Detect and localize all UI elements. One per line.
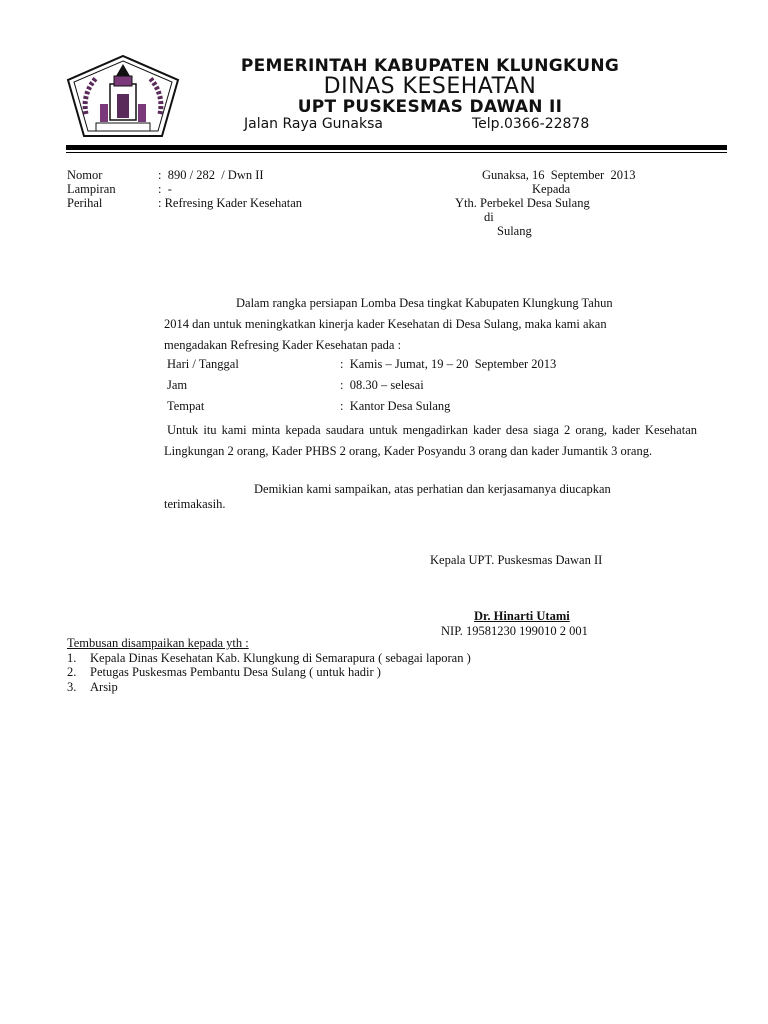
letterhead-rule-thick — [66, 145, 727, 150]
detail-time-label: Jam — [167, 378, 188, 392]
cc-heading: Tembusan disampaikan kepada yth : — [67, 636, 249, 650]
office-phone: Telp.0366-22878 — [472, 116, 590, 132]
paragraph-3-line-1: Demikian kami sampaikan, atas perhatian dan kerjasamanya diucapkan — [254, 482, 611, 496]
cc-item-2-number: 2. — [67, 665, 77, 679]
agency-title: DINAS KESEHATAN — [323, 74, 537, 99]
government-title: PEMERINTAH KABUPATEN KLUNGKUNG — [240, 56, 620, 76]
lampiran-label: Lampiran — [67, 182, 116, 196]
kepada-label: Kepada — [532, 182, 571, 196]
detail-place-value: : Kantor Desa Sulang — [340, 399, 451, 413]
cc-item-3: Arsip — [90, 680, 118, 694]
unit-title: UPT PUSKESMAS DAWAN II — [297, 97, 563, 117]
recipient-di: di — [484, 210, 494, 224]
office-address: Jalan Raya Gunaksa — [244, 116, 383, 132]
detail-date-label: Hari / Tanggal — [167, 357, 239, 371]
perihal-value: : Refresing Kader Kesehatan — [158, 196, 303, 210]
paragraph-1-line-1: Dalam rangka persiapan Lomba Desa tingkat Kabupaten Klungkung Tahun — [236, 296, 613, 310]
cc-item-1: Kepala Dinas Kesehatan Kab. Klungkung di Semarapura ( sebagai laporan ) — [90, 651, 471, 665]
nomor-value: : 890 / 282 / Dwn II — [158, 168, 264, 182]
recipient: Yth. Perbekel Desa Sulang — [455, 196, 590, 210]
cc-item-1-number: 1. — [67, 651, 77, 665]
perihal-label: Perihal — [67, 196, 103, 210]
cc-item-3-number: 3. — [67, 680, 77, 694]
paragraph-1-line-3: mengadakan Refresing Kader Kesehatan pada : — [164, 338, 402, 352]
recipient-place: Sulang — [497, 224, 532, 238]
paragraph-3-line-2: terimakasih. — [164, 497, 226, 511]
letterhead-rule-thin — [66, 152, 727, 153]
nomor-label: Nomor — [67, 168, 103, 182]
detail-place-label: Tempat — [167, 399, 205, 413]
detail-time-value: : 08.30 – selesai — [340, 378, 424, 392]
lampiran-value: : - — [158, 182, 172, 196]
place-date: Gunaksa, 16 September 2013 — [482, 168, 636, 182]
signatory-nip: NIP. 19581230 199010 2 001 — [441, 624, 588, 638]
detail-date-value: : Kamis – Jumat, 19 – 20 September 2013 — [340, 357, 557, 371]
paragraph-2: Untuk itu kami minta kepada saudara untuk mengadirkan kader desa siaga 2 orang, kader Kesehatan Lingkungan 2 orang, Kader PHBS 2 orang, Kader Posyandu 3 orang dan kader Jumantik 3 orang. — [164, 423, 697, 458]
signatory-name: Dr. Hinarti Utami — [474, 609, 570, 623]
signatory-title: Kepala UPT. Puskesmas Dawan II — [430, 553, 603, 567]
cc-item-2: Petugas Puskesmas Pembantu Desa Sulang ( untuk hadir ) — [90, 665, 381, 679]
paragraph-1-line-2: 2014 dan untuk meningkatkan kinerja kader Kesehatan di Desa Sulang, maka kami akan — [164, 317, 607, 331]
klungkung-regency-logo — [66, 54, 180, 138]
